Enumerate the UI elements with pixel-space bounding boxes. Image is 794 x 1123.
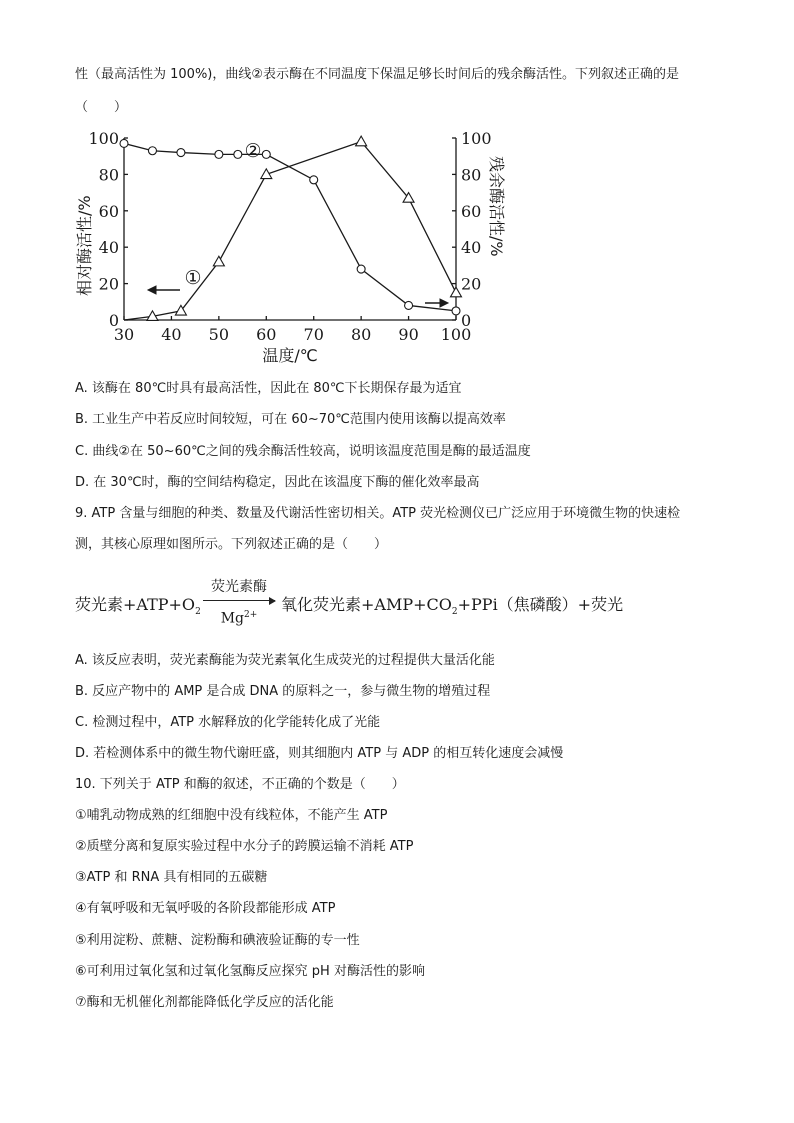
circle-point xyxy=(357,265,365,273)
circle-point xyxy=(215,150,223,158)
x-axis-label: 温度/℃ xyxy=(262,346,318,365)
circle-point xyxy=(310,176,318,184)
x-tick-label: 90 xyxy=(398,325,419,344)
x-tick-label: 30 xyxy=(113,325,135,344)
q8-option-d: D. 在 30℃时，酶的空间结构稳定，因此在该温度下酶的催化效率最高 xyxy=(75,475,480,490)
y-tick-label-right: 20 xyxy=(461,274,482,294)
triangle-point xyxy=(213,256,224,266)
triangle-point xyxy=(451,287,462,297)
y-tick-label-right: 40 xyxy=(461,238,482,258)
equation-reactants: 荧光素$+ATP+O_2$ xyxy=(75,595,201,618)
x-tick-label: 70 xyxy=(303,325,324,344)
y-tick-label-left: 60 xyxy=(98,201,119,221)
q10-item-1: ①哺乳动物成熟的红细胞中没有线粒体，不能产生 ATP xyxy=(75,808,388,823)
y-tick-label-right: 100 xyxy=(461,129,492,148)
q10-item-5: ⑤利用淀粉、蔗糖、淀粉酶和碘液验证酶的专一性 xyxy=(75,933,360,948)
equation-cofactor: $Mg^{2+}$ xyxy=(220,610,258,627)
q10-item-7: ⑦酶和无机催化剂都能降低化学反应的活化能 xyxy=(75,995,334,1010)
q9-option-d: D. 若检测体系中的微生物代谢旺盛，则其细胞内 ATP 与 ADP 的相互转化速度会减慢 xyxy=(75,746,564,761)
x-tick-label: 80 xyxy=(350,325,372,344)
y-axis-label-left: 相对酶活性/% xyxy=(75,195,94,296)
y-tick-label-left: 40 xyxy=(98,238,119,258)
q8-option-a: A. 该酶在 80℃时具有最高活性，因此在 80℃下长期保存最为适宜 xyxy=(75,381,462,396)
q9-stem-line-2: 测，其核心原理如图所示。下列叙述正确的是（ ） xyxy=(75,537,388,552)
q9-option-a: A. 该反应表明，荧光素酶能为荧光素氧化生成荧光的过程提供大量活化能 xyxy=(75,653,495,668)
y-tick-label-right: 80 xyxy=(461,165,482,185)
circle-point xyxy=(120,139,128,147)
x-tick-label: 40 xyxy=(161,325,182,344)
circle-point xyxy=(262,150,270,158)
y-tick-label-left: 20 xyxy=(98,274,119,294)
q8-answer-paren: （ ） xyxy=(75,100,128,115)
reaction-arrow xyxy=(203,600,275,601)
q10-item-3: ③ATP 和 RNA 具有相同的五碳糖 xyxy=(75,870,268,885)
q8-option-c: C. 曲线②在 50~60℃之间的残余酶活性较高，说明该温度范围是酶的最适温度 xyxy=(75,444,531,459)
q10-item-2: ②质壁分离和复原实验过程中水分子的跨膜运输不消耗 ATP xyxy=(75,839,414,854)
x-tick-label: 50 xyxy=(208,325,230,344)
enzyme-activity-chart xyxy=(60,128,506,376)
curve-2-label: ② xyxy=(244,140,262,162)
y-tick-label-right: 60 xyxy=(461,201,482,221)
curve-1-label: ① xyxy=(184,267,202,289)
circle-point xyxy=(177,149,185,157)
q9-stem-line-1: 9. ATP 含量与细胞的种类、数量及代谢活性密切相关。ATP 荧光检测仪已广泛应用于环境微生物的快速检 xyxy=(75,506,681,521)
q9-option-c: C. 检测过程中，ATP 水解释放的化学能转化成了光能 xyxy=(75,715,381,730)
q10-item-4: ④有氧呼吸和无氧呼吸的各阶段都能形成 ATP xyxy=(75,901,336,916)
right-axis-arrow xyxy=(425,299,448,307)
equation-catalyst: 荧光素酶 xyxy=(211,579,267,595)
q8-option-b: B. 工业生产中若反应时间较短，可在 60~70℃范围内使用该酶以提高效率 xyxy=(75,412,506,427)
series-line-1 xyxy=(124,142,456,320)
left-axis-arrow xyxy=(148,286,180,294)
circle-point xyxy=(234,150,242,158)
circle-point xyxy=(452,307,460,315)
chart-axes xyxy=(124,138,456,320)
circle-point xyxy=(148,147,156,155)
series-line-2 xyxy=(124,143,456,310)
y-tick-label-left: 100 xyxy=(88,129,119,148)
x-tick-label: 100 xyxy=(440,325,472,344)
y-tick-label-left: 80 xyxy=(98,165,119,185)
x-tick-label: 60 xyxy=(256,325,277,344)
y-axis-label-right: 残余酶活性/% xyxy=(487,156,506,257)
luciferase-reaction-equation xyxy=(75,574,695,632)
y-tick-label-left: 0 xyxy=(108,311,119,330)
triangle-point xyxy=(356,136,367,146)
chart-ticks xyxy=(88,129,491,344)
q10-stem: 10. 下列关于 ATP 和酶的叙述，不正确的个数是（ ） xyxy=(75,777,405,792)
q9-option-b: B. 反应产物中的 AMP 是合成 DNA 的原料之一，参与微生物的增殖过程 xyxy=(75,684,491,699)
q10-item-6: ⑥可利用过氧化氢和过氧化氢酶反应探究 pH 对酶活性的影响 xyxy=(75,964,425,979)
chart-series xyxy=(120,136,462,320)
y-tick-label-right: 0 xyxy=(461,311,472,330)
q8-stem-tail: 性（最高活性为 100%)，曲线②表示酶在不同温度下保温足够长时间后的残余酶活性。下列叙述正确的是 xyxy=(75,67,680,82)
equation-products: 氧化荧光素$+AMP+CO_2+PPi$（焦磷酸）+荧光 xyxy=(281,595,624,618)
circle-point xyxy=(405,301,413,309)
